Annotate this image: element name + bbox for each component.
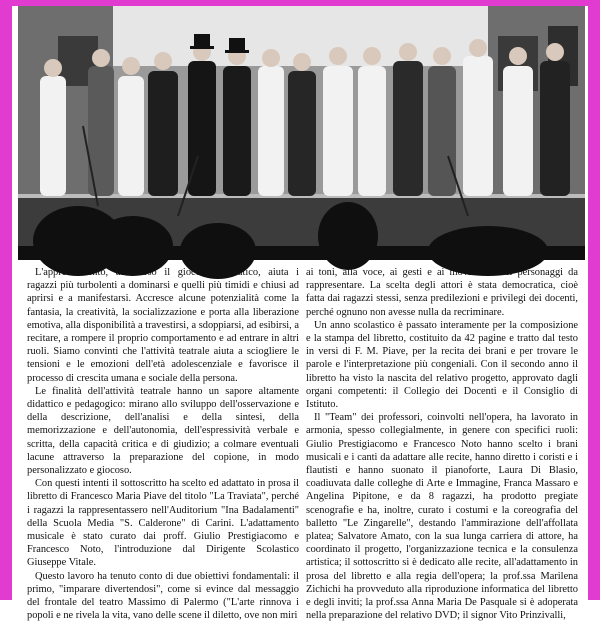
paragraph: ai toni, alla voce, ai gesti e ai movimenti dei personaggi da rappresentare. La scelta degli attori è stata democratica, cioè fatta dai ragazzi stessi, senza predilezioni e privilegi dei docenti, perché ognuno non avesse nulla da recriminare. bbox=[306, 267, 578, 318]
paragraph: L'apprendimento, attraverso il gioco drammatico, aiuta i ragazzi più turbolenti a dominarsi e quelli più timidi e chiusi ad aprirsi e a manifestarsi. Accresce alcune potenzialità come la fantasia, la creatività, la socializzazione e porta alla liberazione emotiva, alla disponibilità a travestirsi, a sdoppiarsi, ad esibirsi, a recitare, a rompere il proprio comportamento e ad entrare in altri ruoli. Siamo convinti che l'attività teatrale aiuta a sciogliere le tensioni e le emozioni dell'età adolescenziale e favorisce il processo di crescita umana e sociale della persona. bbox=[27, 267, 299, 384]
paragraph: Con questi intenti il sottoscritto ha scelto ed adattato in prosa il libretto di Francesco Maria Piave del titolo "La Traviata", perché i ragazzi la rappresentassero nell'Auditorium "Ina Badalamenti" della Scuola Media "S. Calderone" di Carini. L'adattamento musicale è stato curato dai proff. Giulio Prestigiacomo e Francesco Noto, l'introduzione dal Dirigente Scolastico Giuseppe Vitale. bbox=[27, 478, 299, 569]
paragraph: Il "Team" dei professori, coinvolti nell'opera, ha lavorato in armonia, spesso collegialmente, in genere con specifici ruoli: Giulio Prestigiacomo e Francesco Noto hanno scelto i brani musicali e i canti da adattare alle recite, hanno diretto i coristi e i flautisti e hanno suonato il pianoforte, Laura Di Blasio, coadiuvata dalle colleghe di Arte e Immagine, Franca Massaro e Angelina Pipitone, e da 8 ragazzi, ha prodotto pregiate scenografie e ha, inoltre, curato i costumi e la coreografia del balletto "Le Zingarelle", destando l'ammirazione dell'affollata platea; Salvatore Amato, con la sua lunga carriera di attore, ha coordinato il progetto, l'organizzazione tecnica e la consulenza artistica; il sottoscritto si è dedicato alle recite, all'adattamento in prosa del libretto e alla regia dell'opera; la prof.ssa Marilena Zichichi ha provveduto alla riproduzione informatica del libretto e degli inviti; la prof.ssa Anna Maria De Pasquale si è adoperata nella preparazione del relativo DVD; il signor Vito Prinzivalli, bbox=[306, 412, 578, 622]
paragraph: Questo lavoro ha tenuto conto di due obiettivi fondamentali: il primo, "imparare divertendosi", come si evince dal messaggio del frontale del teatro Massimo di Palermo ("L'arte rinnova i popoli e ne rivela la vita, vano delle scene il diletto, ove non miri bbox=[27, 570, 299, 622]
paragraph: Un anno scolastico è passato interamente per la composizione e la stampa del libretto, costituito da 42 pagine e tratto dal testo in versi di F. M. Piave, per la recita dei brani e per trovare le parole e l'interpretazione più congeniali. Con il secondo anno il libretto ha visto la nascita del relativo progetto, approvato dagli organi competenti: il Collegio dei Docenti e il Consiglio di Istituto. bbox=[306, 319, 578, 411]
stage-photo-illustration bbox=[18, 6, 585, 260]
article-column-left bbox=[27, 266, 299, 622]
paragraph: Le finalità dell'attività teatrale hanno un sapore altamente didattico e pedagogico: mirano allo sviluppo dell'osservazione e della descrizione, dell'analisi e della sintesi, della memorizzazione e dell'autonomia, dell'espressività verbale e scritta, della capacità critica e di giudizio; a colmare eventuali lacune attraverso la preparazione del copione, in modo personalizzato e giocoso. bbox=[27, 385, 299, 477]
article-column-right bbox=[306, 266, 578, 622]
stage-photo bbox=[18, 6, 585, 260]
